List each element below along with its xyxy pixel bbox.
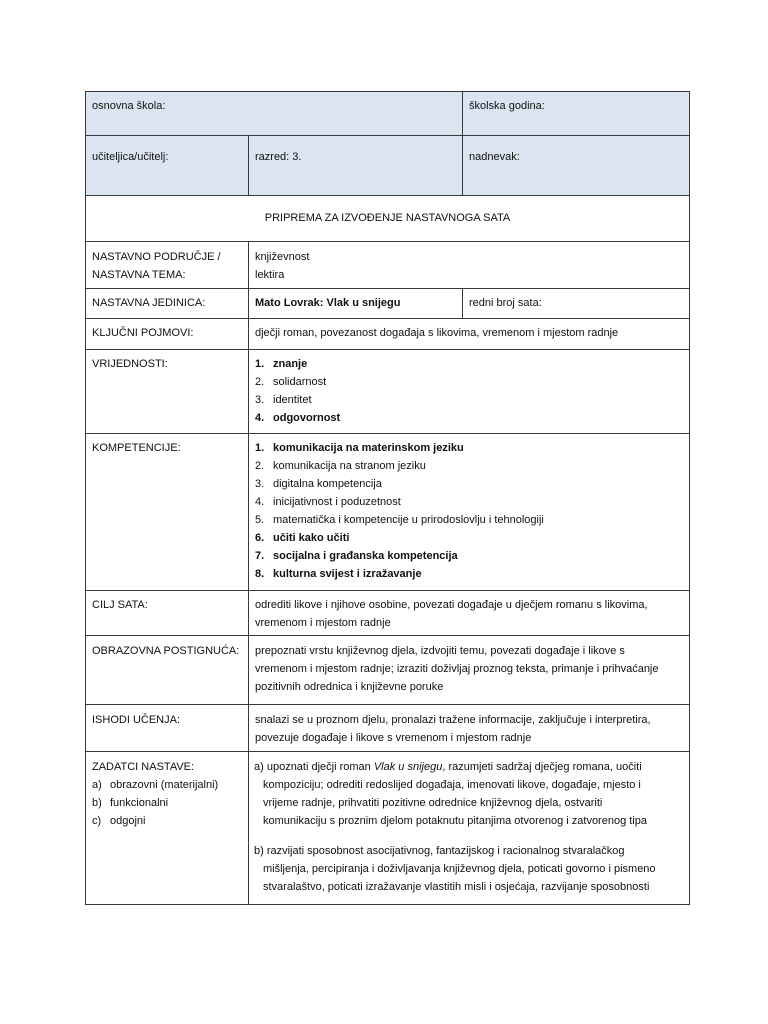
goal-label: CILJ SATA:: [92, 599, 148, 611]
school-cell: [85, 91, 463, 136]
outcomes-line2: povezuje događaje i likove s vremenom i mjestom radnje: [255, 732, 532, 744]
achievements-label-cell: [85, 635, 249, 705]
unit-value-cell: [248, 288, 463, 319]
tasks-label: ZADATCI NASTAVE:: [92, 761, 195, 773]
competences-list: [255, 439, 683, 583]
grade-label: razred: 3.: [255, 151, 302, 163]
area-label-cell: [85, 241, 249, 289]
achievements-line3: pozitivnih odrednica i književne poruke: [255, 681, 444, 693]
list-item: 3. identitet: [255, 394, 312, 406]
list-item: 4. odgovornost: [255, 412, 341, 424]
achievements-line1: prepoznati vrstu književnog djela, izdvojiti temu, povezati događaje i likove s: [255, 645, 625, 657]
task-b-line2: mišljenja, percipiranja i doživljavanja književnog djela, poticati govorno i pismeno: [263, 863, 656, 875]
values-label-cell: [85, 349, 249, 434]
tasks-sub-list: [92, 776, 242, 830]
outcomes-label-cell: [85, 704, 249, 752]
teacher-label: učiteljica/učitelj:: [92, 151, 169, 163]
list-item: 4. inicijativnost i poduzetnost: [255, 496, 401, 508]
concepts-value: dječji roman, povezanost događaja s likovima, vremenom i mjestom radnje: [255, 327, 619, 339]
concepts-label-cell: [85, 318, 249, 350]
hour-number-label: redni broj sata:: [469, 297, 542, 309]
values-list-cell: [248, 349, 690, 434]
task-b-line1: b) razvijati sposobnost asocijativnog, fantazijskog i racionalnog stvaralačkog: [254, 845, 625, 857]
task-b-line3: stvaralaštvo, poticati izražavanje vlastitih misli i osjećaja, razvijanje sposobnosti: [263, 881, 650, 893]
unit-label-cell: [85, 288, 249, 319]
list-item: 2. solidarnost: [255, 376, 327, 388]
school-year-cell: [462, 91, 690, 136]
list-item: 5. matematička i kompetencije u prirodoslovlju i tehnologiji: [255, 514, 544, 526]
outcomes-value-cell: [248, 704, 690, 752]
date-cell: [462, 135, 690, 196]
outcomes-label: ISHODI UČENJA:: [92, 714, 181, 726]
achievements-label: OBRAZOVNA POSTIGNUĆA:: [92, 645, 240, 657]
list-item: 1. znanje: [255, 358, 308, 370]
list-item: 1. komunikacija na materinskom jeziku: [255, 442, 464, 454]
task-a-line4: komunikaciju s proznim djelom potaknutu pitanjima otvorenog i zatvorenog tipa: [263, 815, 647, 827]
task-a-line2: kompoziciju; odrediti redoslijed događaja, imenovati likove, događaje, mjesto i: [263, 779, 641, 791]
list-item: 3. digitalna kompetencija: [255, 478, 382, 490]
task-a-line1: a) upoznati dječji roman Vlak u snijegu, razumjeti sadržaj dječjeg romana, uočiti: [254, 761, 642, 773]
school-year-label: školska godina:: [469, 100, 545, 112]
goal-label-cell: [85, 590, 249, 636]
book-title: Vlak u snijegu: [373, 761, 443, 773]
achievements-value-cell: [248, 635, 690, 705]
unit-value: Mato Lovrak: Vlak u snijegu: [255, 297, 401, 309]
competences-label-cell: [85, 433, 249, 591]
tasks-label-cell: [85, 751, 249, 905]
page-title: PRIPREMA ZA IZVOĐENJE NASTAVNOGA SATA: [264, 212, 511, 224]
list-item: 6. učiti kako učiti: [255, 532, 350, 544]
list-item: b) funkcionalni: [92, 797, 169, 809]
goal-value-cell: [248, 590, 690, 636]
list-item: a) obrazovni (materijalni): [92, 779, 219, 791]
hour-number-cell: [462, 288, 690, 319]
area-label-line1: NASTAVNO PODRUČJE /: [92, 251, 221, 263]
values-list: [255, 355, 683, 427]
school-label: osnovna škola:: [92, 100, 166, 112]
list-item: 8. kulturna svijest i izražavanje: [255, 568, 422, 580]
area-value-line1: književnost: [255, 251, 310, 263]
title-cell: [85, 195, 690, 242]
tasks-value-cell: [248, 751, 690, 905]
grade-cell: [248, 135, 463, 196]
area-value-line2: lektira: [255, 269, 285, 281]
date-label: nadnevak:: [469, 151, 520, 163]
competences-label: KOMPETENCIJE:: [92, 442, 181, 454]
list-item: c) odgojni: [92, 815, 146, 827]
task-a-line3: vrijeme radnje, prihvatiti pozitivne odrednice književnog djela, ostvariti: [263, 797, 603, 809]
goal-line1: odrediti likove i njihove osobine, povezati događaje u dječjem romanu s likovima,: [255, 599, 648, 611]
unit-label: NASTAVNA JEDINICA:: [92, 297, 206, 309]
competences-list-cell: [248, 433, 690, 591]
outcomes-line1: snalazi se u proznom djelu, pronalazi tražene informacije, zaključuje i interpretira,: [255, 714, 651, 726]
teacher-cell: [85, 135, 249, 196]
list-item: 2. komunikacija na stranom jeziku: [255, 460, 426, 472]
area-value-cell: [248, 241, 690, 289]
concepts-value-cell: [248, 318, 690, 350]
goal-line2: vremenom i mjestom radnje: [255, 617, 391, 629]
list-item: 7. socijalna i građanska kompetencija: [255, 550, 458, 562]
concepts-label: KLJUČNI POJMOVI:: [92, 327, 194, 339]
area-label-line2: NASTAVNA TEMA:: [92, 269, 186, 281]
achievements-line2: vremenom i mjestom radnje; izraziti doživljaj proznog teksta, primanje i prihvaćanje: [255, 663, 659, 675]
values-label: VRIJEDNOSTI:: [92, 358, 168, 370]
